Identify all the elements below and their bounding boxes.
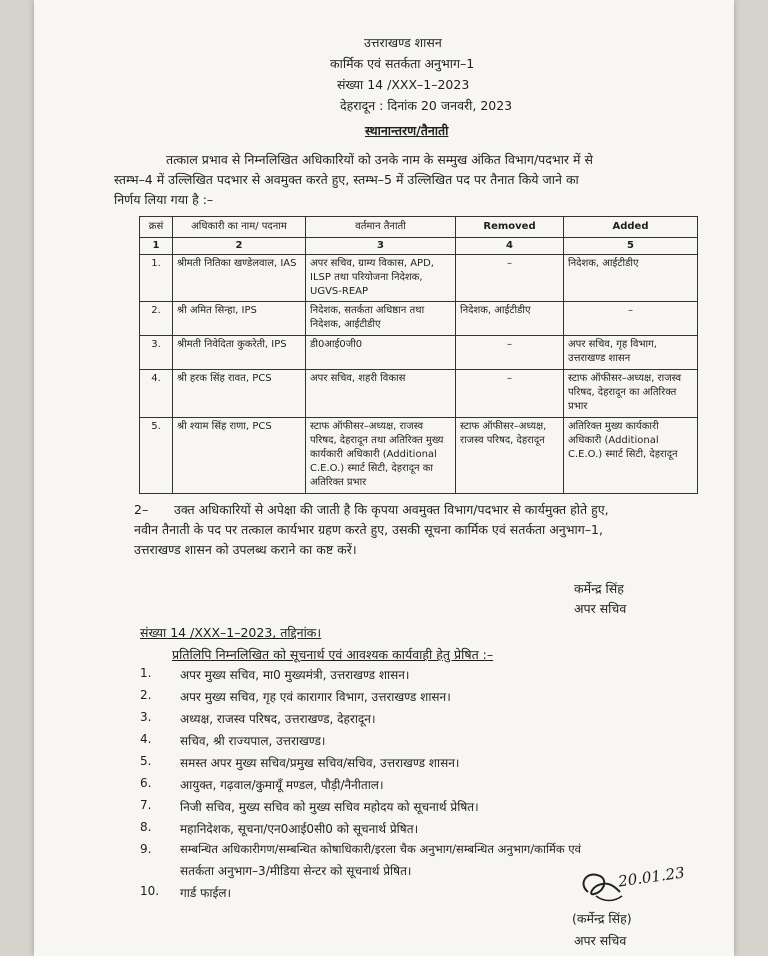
cell-added: अतिरिक्त मुख्य कार्यकारी अधिकारी (Additional C.E.O.) स्मार्ट सिटी, देहरादून (564, 418, 698, 494)
header-number: संख्या 14 /XXX–1–2023 (337, 77, 470, 92)
para2-line-2: नवीन तैनाती के पद पर तत्काल कार्यभार ग्रहण करते हुए, उसकी सूचना कार्मिक एवं सतर्कता अनुभाग–1, (134, 522, 603, 537)
para2-line-3: उत्तराखण्ड शासन को उपलब्ध कराने का कष्ट करें। (134, 542, 357, 557)
cell-sno: 5. (140, 418, 173, 494)
header-current: वर्तमान तैनाती (306, 217, 456, 238)
cell-name: श्रीमती नितिका खण्डेलवाल, IAS (173, 255, 306, 302)
cell-current: निदेशक, सतर्कता अधिष्ठान तथा निदेशक, आईटीडीए (306, 302, 456, 336)
header-place-date: देहरादून : दिनांक 20 जनवरी, 2023 (340, 98, 513, 113)
list-item-number: 6. (140, 776, 152, 790)
list-item: सम्बन्धित अधिकारीगण/सम्बन्धित कोषाधिकारी/इरला चैक अनुभाग/सम्बन्धित अनुभाग/कार्मिक एवं (180, 842, 582, 856)
list-item: आयुक्त, गढ़वाल/कुमायूँ मण्डल, पौड़ी/नैनीताल। (180, 778, 384, 792)
table-row (140, 255, 698, 302)
list-item-number: 1. (140, 666, 152, 680)
cell-sno: 4. (140, 370, 173, 418)
intro-line-2: स्तम्भ–4 में उल्लिखित पदभार से अवमुक्त करते हुए, स्तम्भ–5 में उल्लिखित पद पर तैनात किये जाने का (114, 172, 579, 187)
cell-added: निदेशक, आईटीडीए (564, 255, 698, 302)
list-item: सचिव, श्री राज्यपाल, उत्तराखण्ड। (180, 734, 326, 748)
cell-removed: निदेशक, आईटीडीए (456, 302, 564, 336)
list-item: निजी सचिव, मुख्य सचिव को मुख्य सचिव महोदय को सूचनार्थ प्रेषित। (180, 800, 479, 814)
col-number: 5 (564, 238, 698, 255)
header-added: Added (564, 217, 698, 238)
copy-number-line: संख्या 14 /XXX–1–2023, तद्दिनांक। (140, 625, 322, 640)
table-header-row (140, 217, 698, 238)
header-govt: उत्तराखण्ड शासन (364, 35, 442, 50)
col-number: 2 (173, 238, 306, 255)
list-item: अपर मुख्य सचिव, मा0 मुख्यमंत्री, उत्तराखण्ड शासन। (180, 668, 410, 682)
cell-current: स्टाफ ऑफीसर–अध्यक्ष, राजस्व परिषद, देहरादून तथा अतिरिक्त मुख्य कार्यकारी अधिकारी (Additional C.E.O.) स्मार्ट सिटी, देहरादून का अतिरिक्त प्रभार (306, 418, 456, 494)
cell-name: श्री श्याम सिंह राणा, PCS (173, 418, 306, 494)
cell-name: श्रीमती निवेदिता कुकरेती, IPS (173, 336, 306, 370)
signatory-designation-2: अपर सचिव (574, 933, 627, 948)
list-item: अध्यक्ष, राजस्व परिषद, उत्तराखण्ड, देहरादून। (180, 712, 376, 726)
list-item-number: 5. (140, 754, 152, 768)
header-sno: क्रसं (140, 217, 173, 238)
para2-line-1: उक्त अधिकारियों से अपेक्षा की जाती है कि कृपया अवमुक्त विभाग/पदभार से कार्यमुक्त होते हुए, (174, 502, 609, 517)
list-item: अपर मुख्य सचिव, गृह एवं कारागार विभाग, उत्तराखण्ड शासन। (180, 690, 451, 704)
subject-heading: स्थानान्तरण/तैनाती (365, 123, 449, 138)
document-page (34, 0, 734, 956)
list-item-number: 10. (140, 884, 160, 898)
cell-added: – (564, 302, 698, 336)
cell-sno: 2. (140, 302, 173, 336)
cell-removed: – (456, 255, 564, 302)
para2-number: 2– (134, 502, 149, 517)
cell-sno: 1. (140, 255, 173, 302)
cell-current: डी0आई0जी0 (306, 336, 456, 370)
cell-name: श्री अमित सिन्हा, IPS (173, 302, 306, 336)
list-item-number: 3. (140, 710, 152, 724)
list-item-number: 9. (140, 842, 152, 856)
list-item-number: 2. (140, 688, 152, 702)
cell-removed: – (456, 370, 564, 418)
cell-removed: – (456, 336, 564, 370)
intro-line-1: तत्काल प्रभाव से निम्नलिखित अधिकारियों को उनके नाम के सम्मुख अंकित विभाग/पदभार में से (166, 152, 593, 167)
list-item: महानिदेशक, सूचना/एन0आई0सी0 को सूचनार्थ प्रेषित। (180, 822, 419, 836)
list-item: समस्त अपर मुख्य सचिव/प्रमुख सचिव/सचिव, उत्तराखण्ड शासन। (180, 756, 460, 770)
copy-intro: प्रतिलिपि निम्नलिखित को सूचनार्थ एवं आवश्यक कार्यवाही हेतु प्रेषित :– (172, 647, 494, 662)
list-item-number: 7. (140, 798, 152, 812)
cell-added: अपर सचिव, गृह विभाग, उत्तराखण्ड शासन (564, 336, 698, 370)
table-row (140, 336, 698, 370)
cell-current: अपर सचिव, शहरी विकास (306, 370, 456, 418)
signatory-name-bracketed: (कर्मेन्द्र सिंह) (572, 911, 632, 926)
col-number: 3 (306, 238, 456, 255)
col-number: 1 (140, 238, 173, 255)
table-row (140, 302, 698, 336)
header-department: कार्मिक एवं सतर्कता अनुभाग–1 (330, 56, 475, 71)
cell-name: श्री हरक सिंह रावत, PCS (173, 370, 306, 418)
table-row (140, 370, 698, 418)
posting-table (139, 216, 698, 494)
list-item: गार्ड फाईल। (180, 886, 232, 900)
column-number-row (140, 238, 698, 255)
list-item-number: 4. (140, 732, 152, 746)
cell-removed: स्टाफ ऑफीसर–अध्यक्ष, राजस्व परिषद, देहरादून (456, 418, 564, 494)
list-item-number: 8. (140, 820, 152, 834)
signatory-name: कर्मेन्द्र सिंह (574, 581, 624, 596)
cell-current: अपर सचिव, ग्राम्य विकास, APD, ILSP तथा परियोजना निदेशक, UGVS-REAP (306, 255, 456, 302)
table-row (140, 418, 698, 494)
signatory-designation: अपर सचिव (574, 601, 627, 616)
intro-line-3: निर्णय लिया गया है :– (114, 192, 214, 207)
signature-date: 20.01.23 (617, 863, 686, 891)
header-removed: Removed (456, 217, 564, 238)
cell-added: स्टाफ ऑफीसर–अध्यक्ष, राजस्व परिषद, देहरादून का अतिरिक्त प्रभार (564, 370, 698, 418)
col-number: 4 (456, 238, 564, 255)
header-name: अधिकारी का नाम/ पदनाम (173, 217, 306, 238)
list-item-continuation: सतर्कता अनुभाग–3/मीडिया सेन्टर को सूचनार्थ प्रेषित। (180, 864, 412, 878)
cell-sno: 3. (140, 336, 173, 370)
